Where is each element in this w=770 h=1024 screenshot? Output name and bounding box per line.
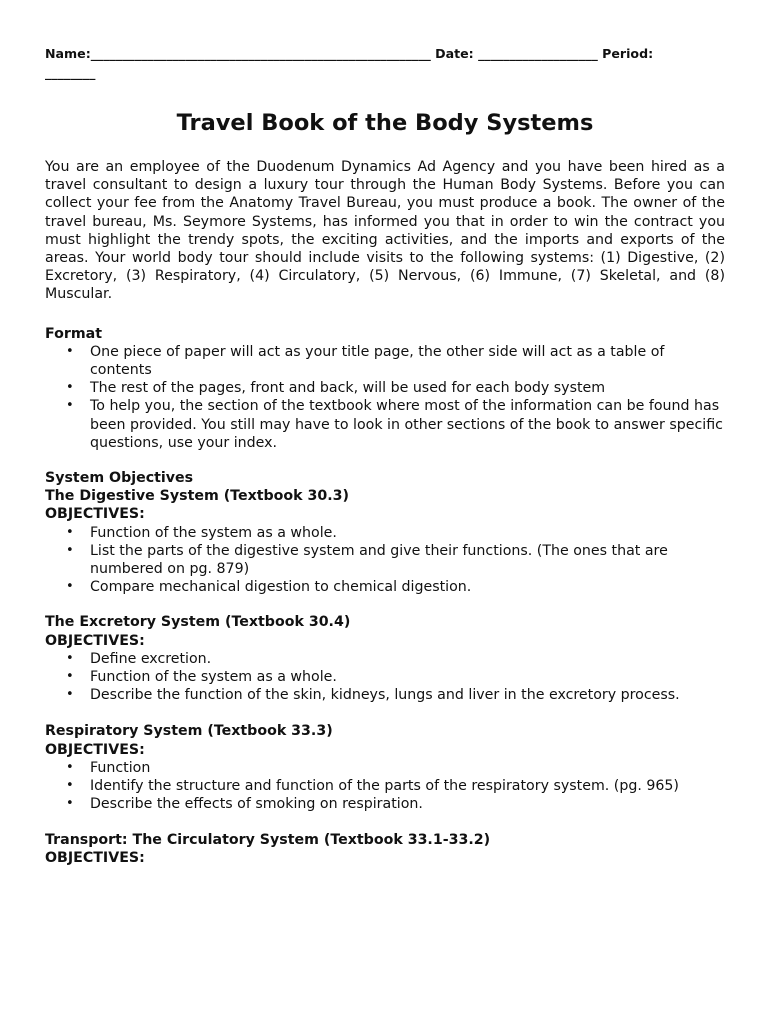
objectives-label: OBJECTIVES: <box>45 741 145 758</box>
bullet-icon: • <box>66 542 74 558</box>
respiratory-heading: Respiratory System (Textbook 33.3) <box>45 723 333 740</box>
bullet-icon: • <box>66 687 74 703</box>
objectives-label: OBJECTIVES: <box>45 632 145 649</box>
digestive-objectives-list <box>45 524 725 597</box>
list-item-text: Describe the effects of smoking on respiration. <box>90 796 423 813</box>
respiratory-objectives-list <box>45 759 725 814</box>
list-item <box>45 777 725 795</box>
list-item <box>45 343 725 379</box>
list-item-text: Function <box>90 759 151 776</box>
bullet-icon: • <box>66 669 74 685</box>
list-item <box>45 795 725 813</box>
list-item <box>45 524 725 542</box>
digestive-heading: The Digestive System (Textbook 30.3) <box>45 488 350 505</box>
name-blank: ______________________________________________________ <box>90 46 431 61</box>
list-item <box>45 650 725 668</box>
excretory-section <box>45 613 725 649</box>
list-item <box>45 397 725 452</box>
respiratory-section <box>45 722 725 758</box>
list-item-text: Function of the system as a whole. <box>90 524 337 541</box>
bullet-icon: • <box>66 579 74 595</box>
period-label: Period: <box>597 46 654 61</box>
list-item-text: Define excretion. <box>90 650 212 667</box>
list-item <box>45 759 725 777</box>
bullet-icon: • <box>66 650 74 666</box>
list-item <box>45 578 725 596</box>
format-heading: Format <box>45 325 102 342</box>
format-list <box>45 343 725 452</box>
bullet-icon: • <box>66 796 74 812</box>
objectives-label: OBJECTIVES: <box>45 849 145 866</box>
list-item-text: Describe the function of the skin, kidneys, lungs and liver in the excretory process. <box>90 687 680 704</box>
bullet-icon: • <box>66 778 74 794</box>
list-item-text: List the parts of the digestive system and give their functions. (The ones that are numbered on pg. 879) <box>90 542 668 578</box>
list-item <box>45 542 725 578</box>
list-item <box>45 668 725 686</box>
list-item-text: Function of the system as a whole. <box>90 669 337 686</box>
excretory-heading: The Excretory System (Textbook 30.4) <box>45 614 351 631</box>
list-item-text: Compare mechanical digestion to chemical digestion. <box>90 579 472 596</box>
list-item <box>45 379 725 397</box>
date-label: Date: <box>430 46 474 61</box>
digestive-section <box>45 469 725 524</box>
name-label: Name: <box>45 46 91 61</box>
bullet-icon: • <box>66 398 74 414</box>
list-item-text: The rest of the pages, front and back, will be used for each body system <box>90 380 606 397</box>
list-item-text: To help you, the section of the textbook where most of the information can be found has been provided. You still may have to look in other sections of the book to answer specific questions, use your index. <box>90 398 723 451</box>
bullet-icon: • <box>66 524 74 540</box>
student-info-line <box>45 44 725 82</box>
bullet-icon: • <box>66 380 74 396</box>
date-blank: ___________________ <box>473 46 598 61</box>
bullet-icon: • <box>66 343 74 359</box>
excretory-objectives-list <box>45 650 725 705</box>
circulatory-heading: Transport: The Circulatory System (Textbook 33.1-33.2) <box>45 831 491 848</box>
system-objectives-heading: System Objectives <box>45 470 194 487</box>
period-blank: ________ <box>45 65 96 80</box>
list-item-text: Identify the structure and function of the parts of the respiratory system. (pg. 965) <box>90 778 679 795</box>
list-item-text: One piece of paper will act as your title page, the other side will act as a table of contents <box>90 343 665 379</box>
circulatory-section <box>45 831 725 867</box>
objectives-label: OBJECTIVES: <box>45 506 145 523</box>
list-item <box>45 686 725 704</box>
page-title: Travel Book of the Body Systems <box>176 110 594 136</box>
intro-paragraph: You are an employee of the Duodenum Dynamics Ad Agency and you have been hired as a travel consultant to design a luxury tour through the Human Body Systems. Before you can collect your fee from the Anatomy Travel Bureau, you must produce a book. The owner of the travel bureau, Ms. Seymore Systems, has informed you that in order to win the contract you must highlight the trendy spots, the exciting activities, and the imports and exports of the areas. Your world body tour should include visits to the following systems: (1) Digestive, (2) Excretory, (3) Respiratory, (4) Circulatory, (5) Nervous, (6) Immune, (7) Skeletal, and (8) Muscular. <box>45 159 725 303</box>
bullet-icon: • <box>66 759 74 775</box>
document-page <box>45 44 725 867</box>
